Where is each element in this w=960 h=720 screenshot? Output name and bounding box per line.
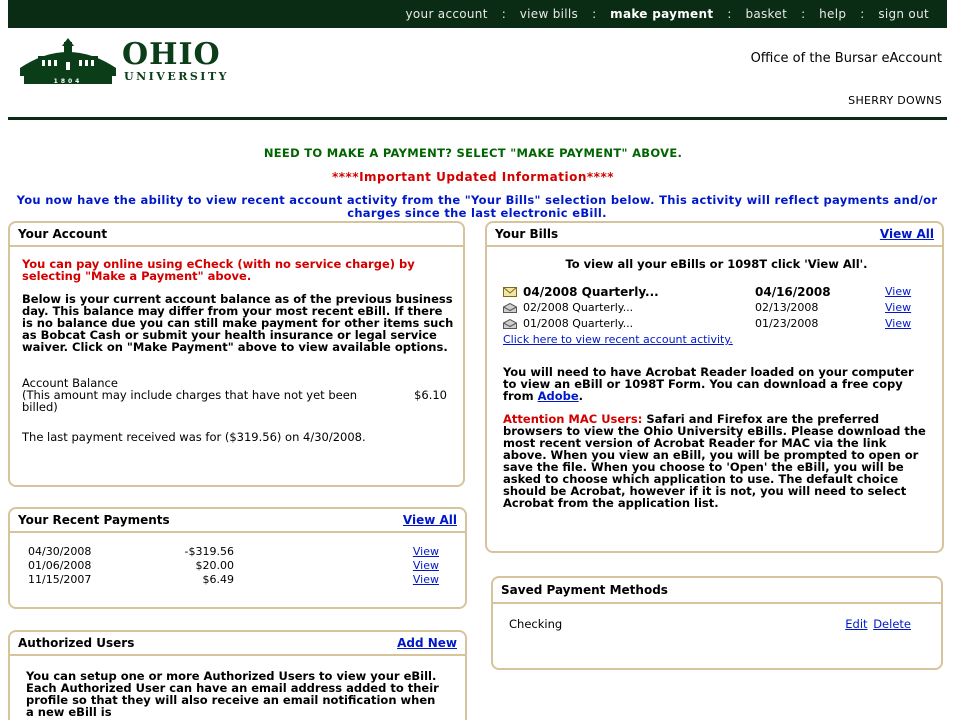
nav-separator: : [860,7,865,21]
panel-title: Saved Payment Methods [501,583,668,597]
make-payment-notice: NEED TO MAKE A PAYMENT? SELECT "MAKE PAYMENT" ABOVE. [263,146,683,160]
bill-title: 01/2008 Quarterly... [523,317,634,330]
echeck-note: You can pay online using eCheck (with no service charge) by selecting "Make a Payment" above. [22,257,415,283]
opened-envelope-icon [503,319,517,329]
panel-title: Your Bills [495,227,559,241]
add-new-user-link[interactable]: Add New [397,636,457,650]
bill-date: 02/13/2008 [755,301,819,314]
delete-method-link[interactable]: Delete [873,617,911,631]
balance-info: Below is your current account balance as of the previous business day. This balance may differ from your most recent eBill. If there is no balance due you can still make payment for other items such as Bobcat Cash or submit your health insurance or legal service waiver. Click on "Make Payment" above to view available options. [22,292,454,354]
logo-subtitle: UNIVERSITY [124,70,229,83]
recent-activity-link[interactable]: Click here to view recent account activity. [503,333,733,346]
acrobat-end: . [578,389,584,403]
nav-basket[interactable]: basket [745,7,788,21]
panel-title: Your Account [18,227,108,241]
envelope-icon [503,287,517,297]
mac-users-label: Attention MAC Users: [503,412,643,426]
bill-row [503,316,930,332]
logo-wordmark: OHIO [122,37,221,72]
acrobat-note [503,366,930,402]
mac-users-text: Safari and Firefox are the preferred browsers to view the Ohio University eBills. Please download the most recent version of Acrobat Reader for MAC via the link above. When you view an eBill, you will be prompted to open or save the file. When you choose to 'Open' the eBill, you will be asked to choose which application to use. The default choice should be Acrobat, however if it is not, you will need to select Acrobat from the application list. [503,412,926,510]
your-account-header [10,223,463,247]
view-payment-link[interactable]: View [412,545,439,558]
nav-separator: : [801,7,806,21]
bill-title: 04/2008 Quarterly... [523,285,659,299]
payment-date: 04/30/2008 [28,545,92,558]
view-bill-link[interactable]: View [885,301,912,314]
nav-sign-out[interactable]: sign out [878,7,929,21]
svg-text:1804: 1804 [53,78,83,85]
authorized-users-text: You can setup one or more Authorized Users to view your eBill. Each Authorized User can have an email address added to their profile so that they will also receive an email notification when a new eBill is [26,669,439,719]
nav-make-payment[interactable]: make payment [610,7,714,21]
edit-method-link[interactable]: Edit [845,617,868,631]
payment-row [28,545,453,559]
bill-date: 04/16/2008 [755,285,831,299]
recent-payments-panel [8,507,467,609]
saved-payment-methods-header [493,578,941,604]
activity-notice: You now have the ability to view recent account activity from the "Your Bills" selection below. This activity will reflect payments and/or charges since the last electronic eBill. [16,193,938,220]
recent-payments-header [10,509,465,533]
payment-date: 01/06/2008 [28,559,92,572]
last-payment-text: The last payment received was for ($319.56) on 4/30/2008. [22,430,366,444]
adobe-link[interactable]: Adobe [537,389,579,403]
bill-row [503,300,930,316]
user-name: SHERRY DOWNS [848,94,942,107]
opened-envelope-icon [503,303,517,313]
view-payment-link[interactable]: View [412,559,439,572]
view-all-payments-link[interactable]: View All [402,513,457,527]
acrobat-text: You will need to have Acrobat Reader loaded on your computer to view an eBill or 1098T Form. You can download a free copy from [503,365,914,403]
payment-amount: -$319.56 [184,545,234,558]
nav-separator: : [727,7,732,21]
panel-title: Your Recent Payments [18,513,170,527]
bill-title: 02/2008 Quarterly... [523,301,634,314]
important-info-notice: ****Important Updated Information**** [331,170,614,184]
office-title: Office of the Bursar eAccount [750,51,942,66]
authorized-users-panel [8,630,467,720]
payment-row [28,559,453,573]
nav-separator: : [592,7,597,21]
balance-value: $6.10 [414,388,447,402]
nav-separator: : [501,7,506,21]
nav-help[interactable]: help [819,7,847,21]
payment-date: 11/15/2007 [28,573,92,586]
authorized-users-header [10,632,465,656]
payment-amount: $6.49 [202,573,234,586]
saved-payment-methods-panel [491,576,943,670]
top-nav-bar [8,0,947,28]
view-bill-link[interactable]: View [885,285,912,298]
payment-method-name: Checking [509,617,563,631]
mac-users-note [503,413,930,509]
your-account-panel [8,221,465,487]
payment-row [28,573,453,587]
view-payment-link[interactable]: View [412,573,439,586]
bill-date: 01/23/2008 [755,317,819,330]
nav-your-account[interactable]: your account [405,7,488,21]
bill-row [503,284,930,300]
view-all-bills-link[interactable]: View All [879,227,934,241]
ohio-university-seal-logo [18,38,118,86]
account-balance-block [22,377,451,413]
your-bills-panel [485,221,944,553]
panel-title: Authorized Users [18,636,135,650]
payment-amount: $20.00 [195,559,234,572]
view-bill-link[interactable]: View [885,317,912,330]
balance-label: Account Balance [22,376,118,390]
nav-view-bills[interactable]: view bills [519,7,579,21]
balance-note: (This amount may include charges that have not yet been billed) [22,388,358,414]
your-bills-header [487,223,942,247]
header-divider [8,117,947,120]
bills-intro: To view all your eBills or 1098T click 'View All'. [565,257,868,271]
